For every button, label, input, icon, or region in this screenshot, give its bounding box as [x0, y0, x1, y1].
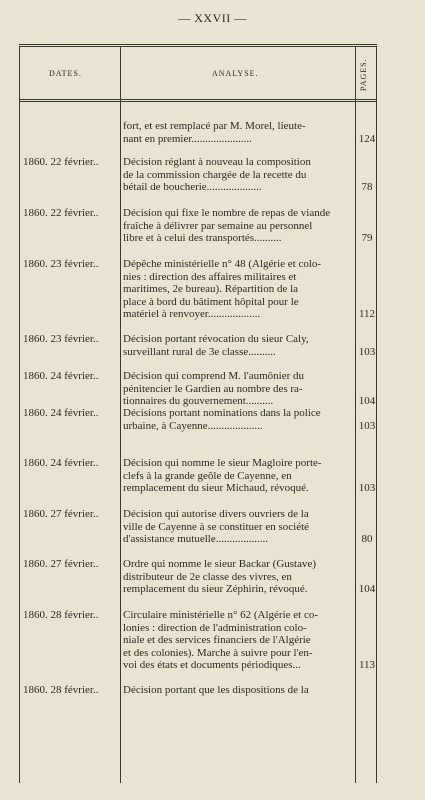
entry-line: Ordre qui nomme le sieur Backar (Gustave): [123, 558, 317, 570]
entry-analysis: [123, 156, 353, 194]
entry-analysis: [123, 207, 353, 245]
entry-line: fort, et est remplacé par M. Morel, lieute-: [123, 120, 306, 132]
entry-line: Décision portant révocation du sieur Caly,: [123, 333, 309, 345]
entry-date: 1860. 22 février..: [23, 207, 99, 219]
entry-page-number: 112: [358, 308, 376, 321]
entry-line: voi des états et documents périodiques...: [123, 659, 301, 672]
entry-line: remplacement du sieur Michaud, révoqué.: [123, 482, 309, 495]
entry-line: nant en premier......................: [123, 132, 252, 145]
entry-date: 1860. 24 février..: [23, 370, 99, 382]
entry-line: Décision qui fixe le nombre de repas de viande: [123, 207, 331, 219]
entry-page-number: 80: [361, 533, 373, 546]
entry-page-number: 78: [361, 181, 373, 194]
entry-line: Dépêche ministérielle n° 48 (Algérie et colo-: [123, 258, 322, 270]
entry-line: niale et des services financiers de l'Algérie: [123, 634, 311, 647]
entry-line: place à bord du bâtiment hôpital pour le: [123, 295, 299, 308]
column-divider-pages: [355, 47, 356, 783]
entry-date: 1860. 22 février..: [23, 156, 99, 168]
entry-analysis: [123, 258, 353, 321]
index-table: [19, 44, 377, 783]
entry-date: 1860. 23 février..: [23, 333, 99, 345]
entry-analysis: [123, 684, 353, 697]
entry-page-number: 103: [358, 419, 376, 432]
entry-page-number: 103: [358, 345, 376, 358]
entry-page-number: 103: [358, 482, 376, 495]
entry-line: clefs à la grande geôle de Cayenne, en: [123, 469, 292, 482]
entry-analysis: [123, 508, 353, 546]
entry-line: Décision qui nomme le sieur Magloire porte-: [123, 457, 322, 469]
entry-line: matériel à renvoyer...................: [123, 308, 261, 321]
entry-line: fraîche à délivrer par semaine au personnel: [123, 219, 313, 232]
entry-analysis: [123, 370, 353, 408]
header-pages: PAGES.: [359, 58, 368, 92]
header-analyse: ANALYSE.: [212, 69, 259, 78]
entry-date: 1860. 24 février..: [23, 457, 99, 469]
entry-date: 1860. 24 février..: [23, 407, 99, 419]
entry-line: d'assistance mutuelle...................: [123, 533, 268, 546]
entry-analysis: [123, 609, 353, 672]
entry-line: surveillant rural de 3e classe..........: [123, 345, 276, 358]
page-folio: — XXVII —: [178, 11, 247, 25]
entry-line: de la commission chargée de la recette du: [123, 168, 307, 181]
entry-page-number: 113: [358, 659, 376, 672]
entry-line: urbaine, à Cayenne....................: [123, 419, 263, 432]
entry-line: ville de Cayenne à se constituer en société: [123, 520, 310, 533]
entry-line: lonies : direction de l'administration colo-: [123, 621, 307, 634]
table-border-left: [19, 47, 20, 783]
header-rule: [19, 99, 377, 102]
entry-page-number: 104: [358, 395, 376, 408]
entry-analysis: [123, 457, 353, 495]
entry-line: Décision qui comprend M. l'aumônier du: [123, 370, 305, 382]
entry-date: 1860. 27 février..: [23, 558, 99, 570]
entry-analysis: [123, 120, 353, 145]
entry-date: 1860. 23 février..: [23, 258, 99, 270]
header-dates: DATES.: [49, 69, 82, 78]
entry-line: Décision qui autorise divers ouvriers de la: [123, 508, 309, 520]
table-border-right: [376, 47, 377, 783]
entry-date: 1860. 27 février..: [23, 508, 99, 520]
entry-line: tionnaires du gouvernement..........: [123, 395, 274, 408]
entry-line: et des colonies). Marche à suivre pour l'en-: [123, 646, 313, 659]
entry-page-number: 124: [358, 132, 376, 145]
entry-line: distributeur de 2e classe des vivres, en: [123, 570, 292, 583]
entry-page-number: 104: [358, 583, 376, 596]
entry-analysis: [123, 558, 353, 596]
entry-line: maritimes, 2e bureau). Répartition de la: [123, 283, 299, 296]
entry-line: Circulaire ministérielle n° 62 (Algérie et co-: [123, 609, 318, 621]
entry-line: nies : direction des affaires militaires et: [123, 270, 297, 283]
entry-line: Décisions portant nominations dans la police: [123, 407, 321, 419]
entry-analysis: [123, 407, 353, 432]
entry-analysis: [123, 333, 353, 358]
entry-line: libre et à celui des transportés..........: [123, 232, 282, 245]
entry-line: Décision portant que les dispositions de la: [123, 684, 309, 696]
entry-line: remplacement du sieur Zéphirin, révoqué.: [123, 583, 308, 596]
entry-line: bétail de boucherie....................: [123, 181, 262, 194]
entry-line: Décision réglant à nouveau la composition: [123, 156, 311, 168]
entry-date: 1860. 28 février..: [23, 609, 99, 621]
entry-page-number: 79: [361, 232, 373, 245]
entry-date: 1860. 28 février..: [23, 684, 99, 696]
entry-line: pénitencier le Gardien au nombre des ra-: [123, 382, 303, 395]
